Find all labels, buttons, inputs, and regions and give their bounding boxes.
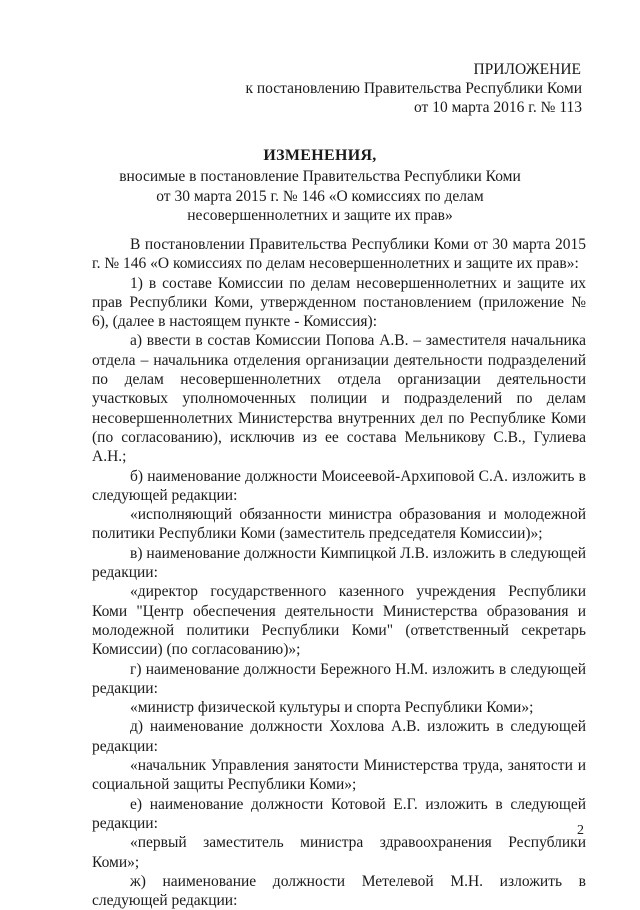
body-paragraph: е) наименование должности Котовой Е.Г. изложить в следующей редакции: xyxy=(92,795,586,832)
body-paragraph: в) наименование должности Кимпицкой Л.В. изложить в следующей редакции: xyxy=(92,544,586,582)
quoted-paragraph: «начальник Управления занятости Министерства труда, занятости и социальной защиты Республики Коми»; xyxy=(92,757,586,794)
subtitle-line: несовершеннолетних и защите их прав» xyxy=(187,207,453,224)
subtitle-line: от 30 марта 2015 г. № 146 «О комиссиях по делам xyxy=(156,187,484,205)
body-paragraph: ж) наименование должности Метелевой М.Н. изложить в следующей редакции: xyxy=(92,872,586,910)
annex-date: от 10 марта 2016 г. № 113 xyxy=(414,99,582,116)
document-subtitle xyxy=(60,167,580,226)
annex-block xyxy=(245,60,582,117)
body-paragraph: г) наименование должности Бережного Н.М. изложить в следующей редакции: xyxy=(92,660,586,697)
subtitle-line: вносимые в постановление Правительства Республики Коми xyxy=(119,168,521,185)
annex-reference: к постановлению Правительства Республики Коми xyxy=(245,80,582,97)
quoted-paragraph: «исполняющий обязанности министра образования и молодежной политики Республики Коми (заместитель председателя Комиссии)»; xyxy=(92,506,586,543)
body-paragraph: д) наименование должности Хохлова А.В. изложить в следующей редакции: xyxy=(92,718,586,755)
body-paragraph: 1) в составе Комиссии по делам несовершеннолетних и защите их прав Республики Коми, утвержденном постановлением (приложение № 6), (далее в настоящем пункте - Комиссия): xyxy=(92,274,586,331)
document-title: ИЗМЕНЕНИЯ, xyxy=(263,147,377,164)
quoted-paragraph: «директор государственного казенного учреждения Республики Коми "Центр обеспечения деятельности Министерства образования и молодежной политики Республики Коми" (ответственный секретарь Комиссии) (по согласованию)»; xyxy=(92,583,586,659)
page-number: 2 xyxy=(577,823,584,838)
quoted-paragraph: «министр физической культуры и спорта Республики Коми»; xyxy=(130,699,534,717)
body-paragraph: а) ввести в состав Комиссии Попова А.В. – заместителя начальника отдела – начальника отделения организации деятельности подразделений по делам несовершеннолетних отдела организации деятельности участковых уполномоченных полиции и подразделений по делам несовершеннолетних Министерства внутренних дел по Республике Коми (по согласованию), исключив из ее состава Мельникову С.В., Гулиева А.Н.; xyxy=(92,332,586,466)
quoted-paragraph: «первый заместитель министра здравоохранения Республики Коми»; xyxy=(92,834,586,871)
document-body xyxy=(92,235,586,910)
annex-label: ПРИЛОЖЕНИЕ xyxy=(473,61,581,78)
body-paragraph: В постановлении Правительства Республики Коми от 30 марта 2015 г. № 146 «О комиссиях по делам несовершеннолетних и защите их прав»: xyxy=(92,236,586,273)
body-paragraph: б) наименование должности Моисеевой-Архиповой С.А. изложить в следующей редакции: xyxy=(92,467,586,504)
